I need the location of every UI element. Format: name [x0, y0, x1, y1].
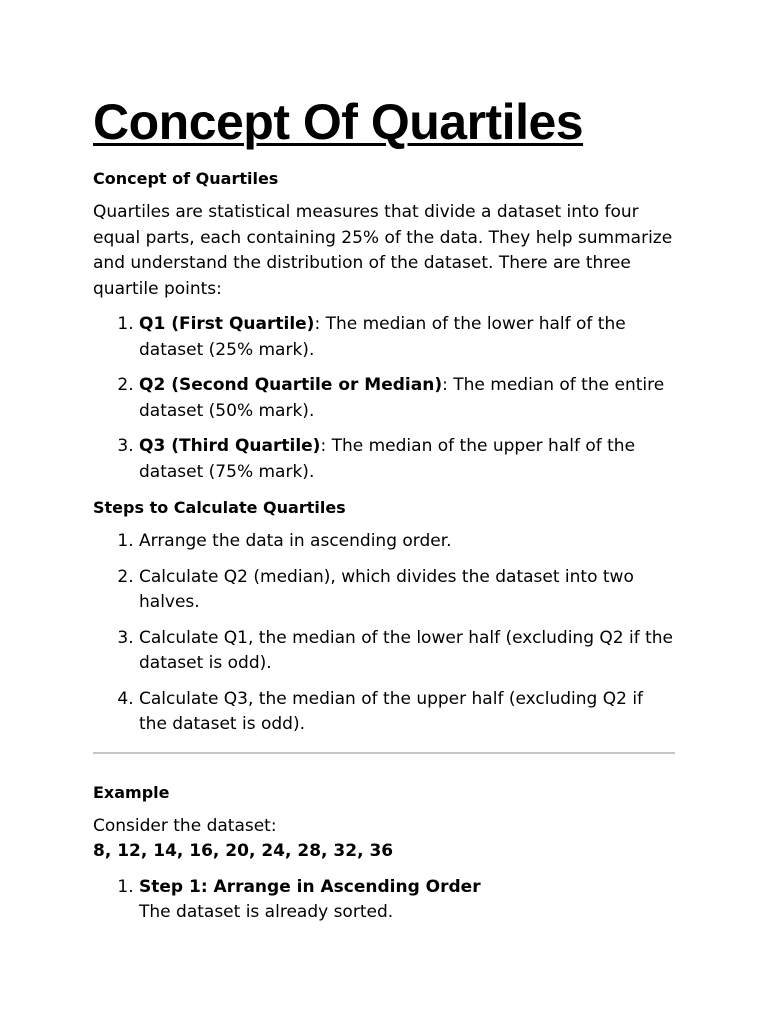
horizontal-divider: [93, 752, 675, 754]
quartile-desc: : The median of the entire dataset (50% mark).: [139, 375, 665, 421]
steps-list: [93, 529, 674, 738]
concept-intro: Quartiles are statistical measures that divide a dataset into four equal parts, each containing 25% of the data. They help summarize and understand the distribution of the dataset. There are three quartile points:: [93, 202, 673, 299]
example-heading: Example: [93, 782, 170, 802]
list-item-step: 1. Arrange the data in ascending order.: [139, 529, 674, 555]
list-item-example-step: [139, 875, 674, 926]
example-step-text: The dataset is already sorted.: [139, 902, 394, 922]
quartile-term: Q2 (Second Quartile or Median): [139, 375, 443, 395]
list-item-q2: [139, 373, 674, 424]
quartile-list: [93, 312, 674, 485]
example-intro: Consider the dataset:: [93, 815, 277, 836]
quartile-desc: : The median of the lower half of the dataset (25% mark).: [139, 314, 626, 360]
example-intro-block: [93, 814, 674, 865]
page-title: Concept Of Quartiles: [93, 94, 584, 150]
list-item-q3: [139, 434, 674, 485]
list-item-step: 4. Calculate Q3, the median of the upper half (excluding Q2 if the dataset is odd).: [139, 687, 674, 738]
steps-heading: Steps to Calculate Quartiles: [93, 498, 346, 517]
quartile-term: Q1 (First Quartile): [139, 314, 315, 334]
list-item-q1: [139, 312, 674, 363]
example-steps-list: [93, 875, 674, 926]
quartile-term: Q3 (Third Quartile): [139, 436, 321, 456]
example-step-title: 1. Step 1: Arrange in Ascending Order: [139, 876, 481, 897]
list-item-step: 3. Calculate Q1, the median of the lower half (excluding Q2 if the dataset is odd).: [139, 626, 674, 677]
list-item-step: 2. Calculate Q2 (median), which divides the dataset into two halves.: [139, 565, 674, 616]
quartile-desc: : The median of the upper half of the dataset (75% mark).: [139, 436, 636, 482]
example-dataset: 8, 12, 14, 16, 20, 24, 28, 32, 36: [93, 841, 394, 861]
concept-heading: Concept of Quartiles: [93, 169, 279, 188]
